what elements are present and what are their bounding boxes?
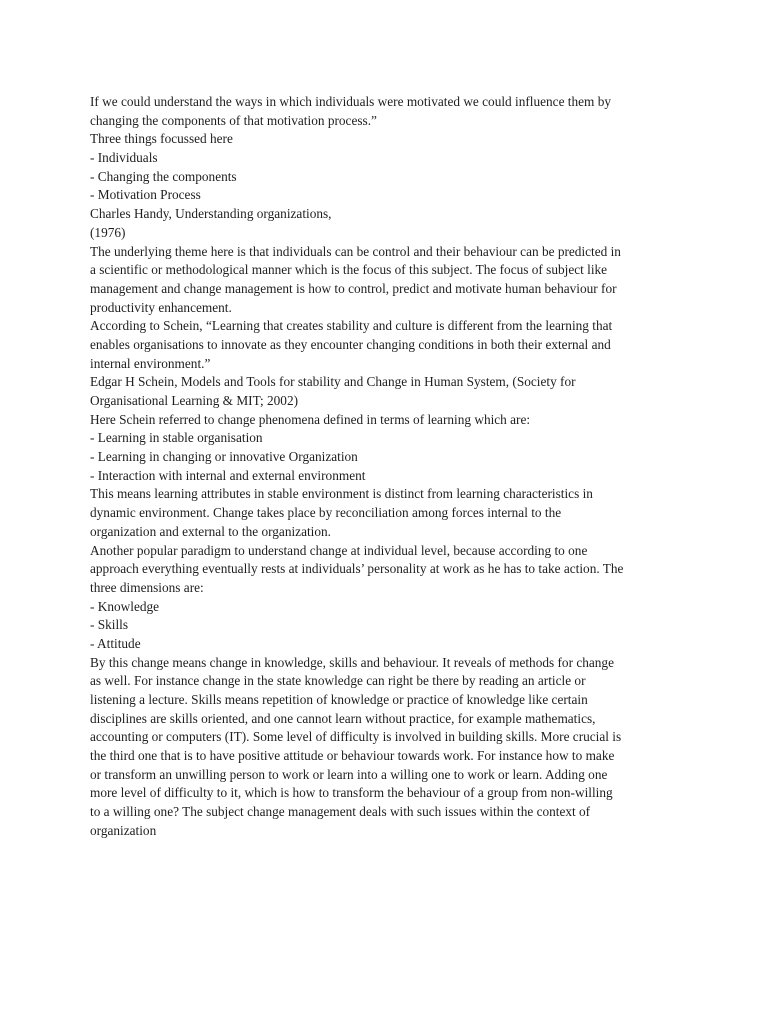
text-line: or transform an unwilling person to work or learn into a willing one to work or learn. Adding one	[90, 766, 608, 782]
text-line: - Skills	[90, 617, 129, 633]
text-line: If we could understand the ways in which individuals were motivated we could influence them by	[90, 94, 612, 109]
text-line: - Changing the components	[90, 168, 237, 184]
text-line: the third one that is to have positive attitude or behaviour towards work. For instance how to make	[90, 748, 615, 764]
text-line: - Individuals	[90, 150, 158, 166]
text-line: - Learning in stable organisation	[90, 430, 263, 446]
text-line: organization and external to the organization.	[90, 523, 331, 539]
text-line: Organisational Learning & MIT; 2002)	[90, 393, 299, 408]
text-line: listening a lecture. Skills means repetition of knowledge or practice of knowledge like certain	[90, 692, 588, 707]
text-line: three dimensions are:	[90, 579, 204, 595]
text-line: management and change management is how to control, predict and motivate human behaviour for	[90, 280, 617, 296]
text-line: dynamic environment. Change takes place by reconciliation among forces internal to the	[90, 505, 562, 521]
text-line: By this change means change in knowledge, skills and behaviour. It reveals of methods for change	[90, 654, 614, 670]
text-line: to a willing one? The subject change management deals with such issues within the context of	[90, 804, 591, 820]
text-line: accounting or computers (IT). Some level of difficulty is involved in building skills. More crucial is	[90, 729, 622, 745]
text-line: Charles Handy, Understanding organizations,	[90, 206, 332, 222]
text-line: as well. For instance change in the state knowledge can right be there by reading an article or	[90, 673, 586, 689]
text-line: organization	[90, 822, 157, 838]
text-line: productivity enhancement.	[90, 299, 232, 315]
text-line: The underlying theme here is that individuals can be control and their behaviour can be predicted in	[90, 243, 621, 259]
text-line: approach everything eventually rests at individuals’ personality at work as he has to take action. The	[90, 561, 624, 577]
text-line: changing the components of that motivation process.”	[90, 112, 377, 128]
text-line: (1976)	[90, 224, 126, 240]
document-body	[90, 93, 658, 841]
text-line: Edgar H Schein, Models and Tools for stability and Change in Human System, (Society for	[90, 374, 576, 390]
text-line: disciplines are skills oriented, and one cannot learn without practice, for example mathematics,	[90, 710, 596, 726]
text-line: internal environment.”	[90, 355, 211, 371]
text-line: Three things focussed here	[90, 131, 233, 147]
text-line: enables organisations to innovate as they encounter changing conditions in both their external and	[90, 336, 611, 352]
text-line: This means learning attributes in stable environment is distinct from learning characteristics in	[90, 486, 593, 502]
text-line: According to Schein, “Learning that creates stability and culture is different from the learning that	[90, 318, 613, 334]
text-line: - Knowledge	[90, 598, 160, 614]
text-line: more level of difficulty to it, which is how to transform the behaviour of a group from non-willing	[90, 785, 613, 801]
text-line: Another popular paradigm to understand change at individual level, because according to one	[90, 542, 588, 558]
text-line: Here Schein referred to change phenomena defined in terms of learning which are:	[90, 411, 531, 427]
text-line: - Attitude	[90, 635, 141, 651]
text-line: - Motivation Process	[90, 187, 201, 203]
text-line: a scientific or methodological manner which is the focus of this subject. The focus of subject like	[90, 262, 608, 278]
text-line: - Interaction with internal and external environment	[90, 467, 366, 483]
text-line: - Learning in changing or innovative Organization	[90, 449, 358, 465]
